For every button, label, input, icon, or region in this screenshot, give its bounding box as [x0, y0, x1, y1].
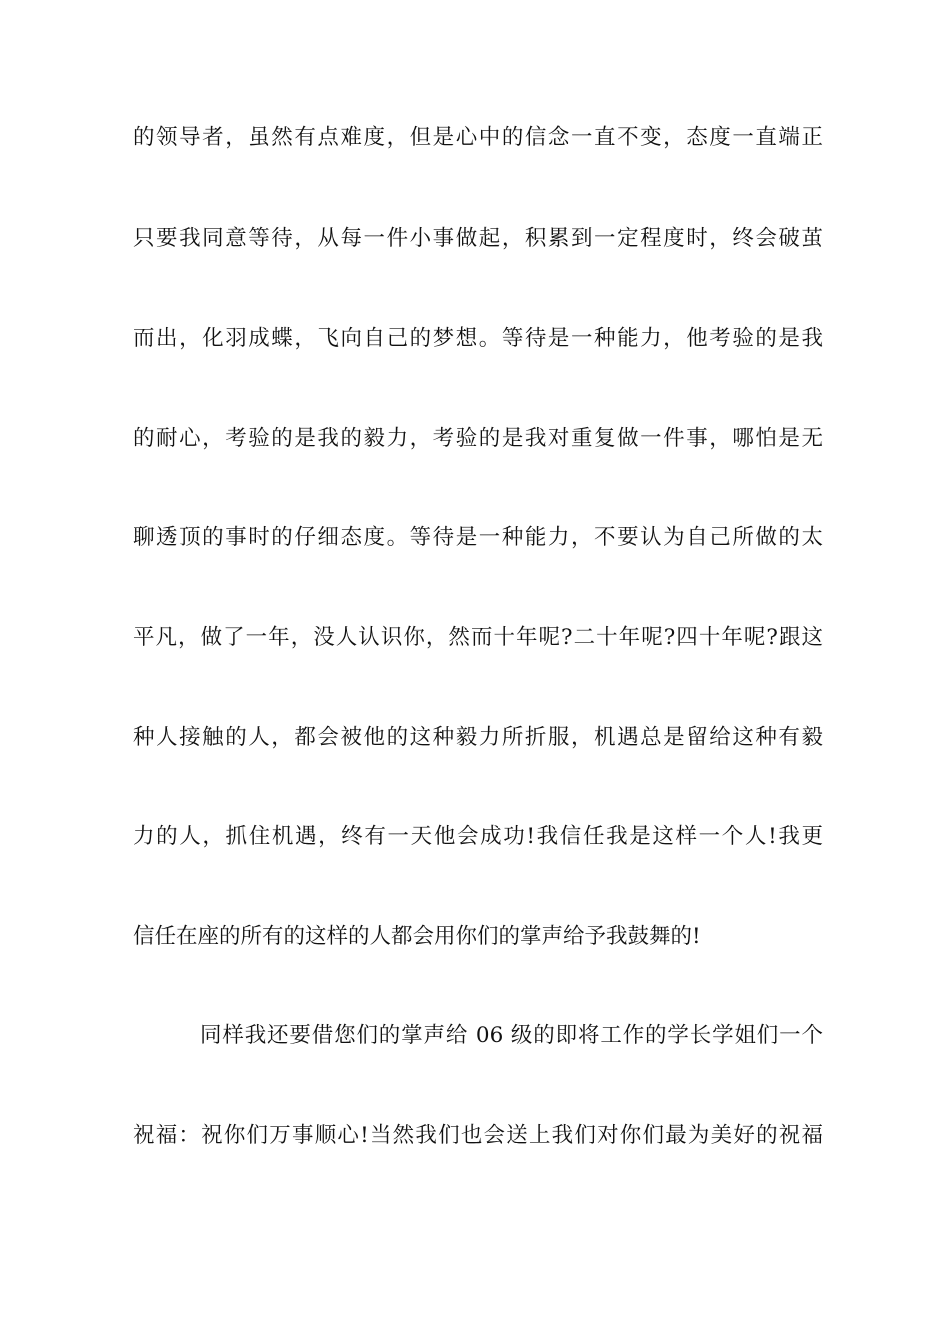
body-text-line-3: 而出，化羽成蝶，飞向自己的梦想。等待是一种能力，他考验的是我 [133, 326, 823, 351]
body-text-line-6: 平凡，做了一年，没人认识你，然而十年呢?二十年呢?四十年呢?跟这 [133, 625, 823, 650]
body-text-line-11: 祝福：祝你们万事顺心!当然我们也会送上我们对你们最为美好的祝福 [133, 1123, 823, 1148]
body-text-line-7: 种人接触的人，都会被他的这种毅力所折服，机遇总是留给这种有毅 [133, 725, 823, 750]
body-text-line-8: 力的人，抓住机遇，终有一天他会成功!我信任我是这样一个人!我更 [133, 824, 823, 849]
body-text-line-4: 的耐心，考验的是我的毅力，考验的是我对重复做一件事，哪怕是无 [133, 426, 823, 451]
body-text-line-9: 信任在座的所有的这样的人都会用你们的掌声给予我鼓舞的! [133, 924, 701, 949]
body-text-line-10: 同样我还要借您们的掌声给 06 级的即将工作的学长学姐们一个 [200, 1023, 823, 1048]
body-text-line-2: 只要我同意等待，从每一件小事做起，积累到一定程度时，终会破茧 [133, 226, 823, 251]
body-text-line-5: 聊透顶的事时的仔细态度。等待是一种能力，不要认为自己所做的太 [133, 525, 823, 550]
body-text-line-1: 的领导者，虽然有点难度，但是心中的信念一直不变，态度一直端正 [133, 125, 823, 150]
